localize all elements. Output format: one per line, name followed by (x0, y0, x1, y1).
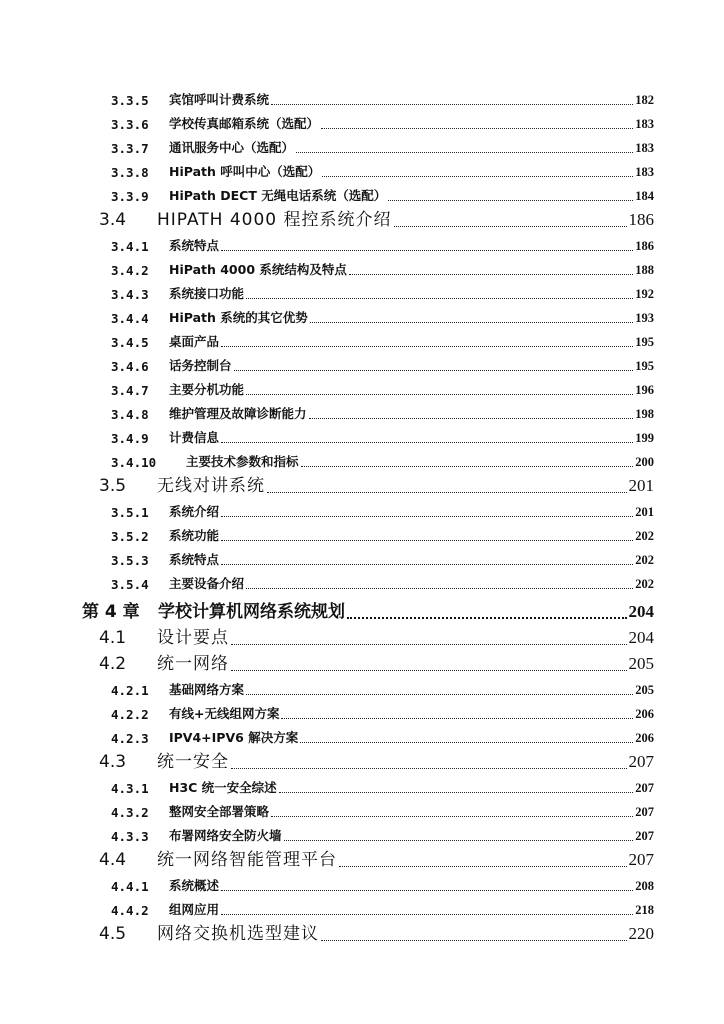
toc-number: 3.5.3 (111, 553, 149, 568)
toc-entry-chapter-4[interactable] (0, 592, 724, 622)
toc-page-number: 186 (628, 210, 654, 229)
dot-leader (284, 828, 634, 842)
toc-entry-3-3-6[interactable] (0, 108, 724, 132)
toc-page-number: 207 (628, 850, 654, 869)
toc-entry-3-4-5[interactable] (0, 326, 724, 350)
toc-number: 3.5.1 (111, 505, 149, 520)
toc-entry-3-4-7[interactable] (0, 374, 724, 398)
toc-entry-3-5-4[interactable] (0, 568, 724, 592)
toc-title: H3C 统一安全综述 (169, 780, 277, 795)
toc-page-number: 195 (635, 335, 654, 349)
toc-entry-4-2[interactable] (0, 648, 724, 674)
dot-leader (349, 262, 633, 276)
toc-page-number: 201 (635, 505, 654, 519)
dot-leader (221, 504, 633, 518)
toc-page-number: 202 (635, 577, 654, 591)
toc-number: 3.4.9 (111, 431, 149, 446)
toc-entry-4-4[interactable] (0, 844, 724, 870)
dot-leader (322, 164, 633, 178)
dot-leader (221, 334, 633, 348)
dot-leader (321, 923, 627, 941)
dot-leader (281, 706, 633, 720)
toc-entry-3-5-1[interactable] (0, 496, 724, 520)
toc-page-number: 184 (635, 189, 654, 203)
toc-entry-3-4-2[interactable] (0, 254, 724, 278)
toc-number: 第 4 章 (82, 602, 140, 622)
dot-leader (388, 188, 633, 202)
toc-page-number: 188 (635, 263, 654, 277)
toc-number: 3.4 (99, 210, 127, 230)
toc-page-number: 207 (635, 781, 654, 795)
toc-entry-3-4-10[interactable] (0, 446, 724, 470)
toc-number: 3.5 (99, 476, 127, 496)
toc-number: 3.5.4 (111, 577, 149, 592)
toc-title: HiPath 4000 系统结构及特点 (169, 262, 347, 277)
toc-page-number: 204 (628, 602, 654, 621)
dot-leader (300, 730, 633, 744)
toc-page-number: 193 (635, 311, 654, 325)
toc-page-number: 196 (635, 383, 654, 397)
dot-leader (246, 576, 633, 590)
toc-title: HiPath 系统的其它优势 (169, 310, 308, 325)
toc-entry-4-3-1[interactable] (0, 772, 724, 796)
dot-leader (321, 116, 633, 130)
toc-entry-3-5-3[interactable] (0, 544, 724, 568)
toc-title: 系统介绍 (169, 504, 220, 519)
toc-page-number: 202 (635, 529, 654, 543)
toc-title: 学校传真邮箱系统（选配） (169, 116, 320, 131)
toc-title: 系统概述 (169, 878, 220, 893)
toc-title: HIPATH 4000 程控系统介绍 (157, 210, 392, 230)
toc-entry-4-2-2[interactable] (0, 698, 724, 722)
dot-leader (234, 358, 634, 372)
dot-leader (296, 140, 633, 154)
toc-entry-3-5-2[interactable] (0, 520, 724, 544)
toc-page-number: 204 (628, 628, 654, 647)
toc-entry-3-4-9[interactable] (0, 422, 724, 446)
toc-number: 3.3.7 (111, 141, 149, 156)
toc-page-number: 182 (635, 93, 654, 107)
toc-entry-4-5[interactable] (0, 918, 724, 944)
toc-entry-3-5[interactable] (0, 470, 724, 496)
toc-title: 组网应用 (169, 902, 220, 917)
dot-leader (231, 627, 627, 645)
dot-leader (267, 475, 627, 493)
toc-number: 4.4.2 (111, 903, 149, 918)
dot-leader (221, 902, 633, 916)
dot-leader (279, 780, 634, 794)
toc-title: 桌面产品 (169, 334, 220, 349)
toc-number: 3.3.9 (111, 189, 149, 204)
toc-page-number: 183 (635, 117, 654, 131)
toc-title: HiPath DECT 无绳电话系统（选配） (169, 188, 387, 203)
table-of-contents (0, 84, 724, 944)
dot-leader (246, 286, 633, 300)
toc-entry-4-2-1[interactable] (0, 674, 724, 698)
toc-page-number: 183 (635, 141, 654, 155)
toc-number: 4.3.1 (111, 781, 149, 796)
dot-leader (246, 682, 633, 696)
dot-leader (339, 849, 627, 867)
toc-entry-3-4-6[interactable] (0, 350, 724, 374)
toc-number: 4.1 (99, 628, 127, 648)
toc-number: 4.3 (99, 752, 127, 772)
toc-number: 4.4.1 (111, 879, 149, 894)
dot-leader (309, 406, 634, 420)
toc-page-number: 206 (635, 731, 654, 745)
toc-page-number: 205 (635, 683, 654, 697)
dot-leader (231, 751, 627, 769)
toc-entry-4-3[interactable] (0, 746, 724, 772)
toc-entry-3-4-8[interactable] (0, 398, 724, 422)
toc-page-number: 201 (628, 476, 654, 495)
toc-number: 4.3.3 (111, 829, 149, 844)
dot-leader (271, 92, 633, 106)
dot-leader (221, 878, 633, 892)
toc-number: 3.5.2 (111, 529, 149, 544)
toc-page-number: 183 (635, 165, 654, 179)
toc-number: 3.4.10 (111, 455, 157, 470)
toc-title: 网络交换机选型建议 (157, 924, 319, 944)
toc-number: 4.3.2 (111, 805, 149, 820)
toc-number: 3.3.5 (111, 93, 149, 108)
toc-title: 布署网络安全防火墙 (169, 828, 282, 843)
toc-entry-4-3-2[interactable] (0, 796, 724, 820)
dot-leader (271, 804, 633, 818)
toc-title: 学校计算机网络系统规划 (158, 602, 345, 622)
toc-page-number: 207 (635, 805, 654, 819)
dot-leader (310, 310, 634, 324)
toc-number: 3.4.3 (111, 287, 149, 302)
toc-title: IPV4+IPV6 解决方案 (169, 730, 299, 745)
toc-title: 基础网络方案 (169, 682, 245, 697)
toc-page-number: 205 (628, 654, 654, 673)
dot-leader (221, 238, 633, 252)
toc-number: 3.4.2 (111, 263, 149, 278)
dot-leader (301, 454, 634, 468)
toc-page-number: 186 (635, 239, 654, 253)
toc-number: 3.3.6 (111, 117, 149, 132)
toc-page-number: 218 (635, 903, 654, 917)
toc-entry-3-4-4[interactable] (0, 302, 724, 326)
toc-page-number: 202 (635, 553, 654, 567)
toc-title: 话务控制台 (169, 358, 232, 373)
toc-page-number: 207 (628, 752, 654, 771)
toc-entry-3-4-3[interactable] (0, 278, 724, 302)
toc-title: 宾馆呼叫计费系统 (169, 92, 270, 107)
toc-number: 4.2.2 (111, 707, 149, 722)
toc-page-number: 192 (635, 287, 654, 301)
toc-number: 3.4.5 (111, 335, 149, 350)
toc-title: 统一网络智能管理平台 (157, 850, 337, 870)
toc-title: 主要分机功能 (169, 382, 245, 397)
dot-leader (231, 653, 627, 671)
toc-title: 有线+无线组网方案 (169, 706, 280, 721)
toc-entry-4-4-2[interactable] (0, 894, 724, 918)
toc-entry-3-3-9[interactable] (0, 180, 724, 204)
dot-leader (221, 528, 633, 542)
toc-entry-4-3-3[interactable] (0, 820, 724, 844)
toc-entry-3-4-1[interactable] (0, 230, 724, 254)
toc-number: 3.4.7 (111, 383, 149, 398)
toc-title: 系统特点 (169, 238, 220, 253)
toc-title: 统一安全 (157, 752, 229, 772)
toc-entry-3-3-7[interactable] (0, 132, 724, 156)
toc-number: 4.2 (99, 654, 127, 674)
dot-leader (246, 382, 633, 396)
toc-page-number: 206 (635, 707, 654, 721)
toc-number: 3.4.6 (111, 359, 149, 374)
toc-title: 维护管理及故障诊断能力 (169, 406, 307, 421)
toc-title: 整网安全部署策略 (169, 804, 270, 819)
toc-number: 3.3.8 (111, 165, 149, 180)
toc-title: 系统特点 (169, 552, 220, 567)
toc-page-number: 199 (635, 431, 654, 445)
toc-number: 4.4 (99, 850, 127, 870)
toc-number: 4.5 (99, 924, 127, 944)
toc-title: 系统接口功能 (169, 286, 245, 301)
toc-title: 通讯服务中心（选配） (169, 140, 295, 155)
toc-title: HiPath 呼叫中心（选配） (169, 164, 321, 179)
toc-page-number: 198 (635, 407, 654, 421)
toc-title: 计费信息 (169, 430, 220, 445)
toc-page-number: 195 (635, 359, 654, 373)
toc-title: 无线对讲系统 (157, 476, 265, 496)
dot-leader (394, 209, 627, 227)
toc-entry-4-4-1[interactable] (0, 870, 724, 894)
dot-leader (221, 430, 633, 444)
toc-entry-3-3-5[interactable] (0, 84, 724, 108)
toc-number: 3.4.1 (111, 239, 149, 254)
dot-leader (347, 600, 627, 619)
toc-page-number: 208 (635, 879, 654, 893)
toc-title: 主要设备介绍 (169, 576, 245, 591)
toc-number: 4.2.1 (111, 683, 149, 698)
toc-number: 3.4.4 (111, 311, 149, 326)
toc-page-number: 207 (635, 829, 654, 843)
toc-title: 统一网络 (157, 654, 229, 674)
toc-page-number: 220 (628, 924, 654, 943)
toc-entry-4-2-3[interactable] (0, 722, 724, 746)
toc-entry-4-1[interactable] (0, 622, 724, 648)
toc-page-number: 200 (635, 455, 654, 469)
toc-entry-3-3-8[interactable] (0, 156, 724, 180)
toc-number: 3.4.8 (111, 407, 149, 422)
toc-entry-3-4[interactable] (0, 204, 724, 230)
toc-title: 主要技术参数和指标 (186, 454, 299, 469)
dot-leader (221, 552, 633, 566)
toc-title: 系统功能 (169, 528, 220, 543)
toc-title: 设计要点 (157, 628, 229, 648)
toc-number: 4.2.3 (111, 731, 149, 746)
